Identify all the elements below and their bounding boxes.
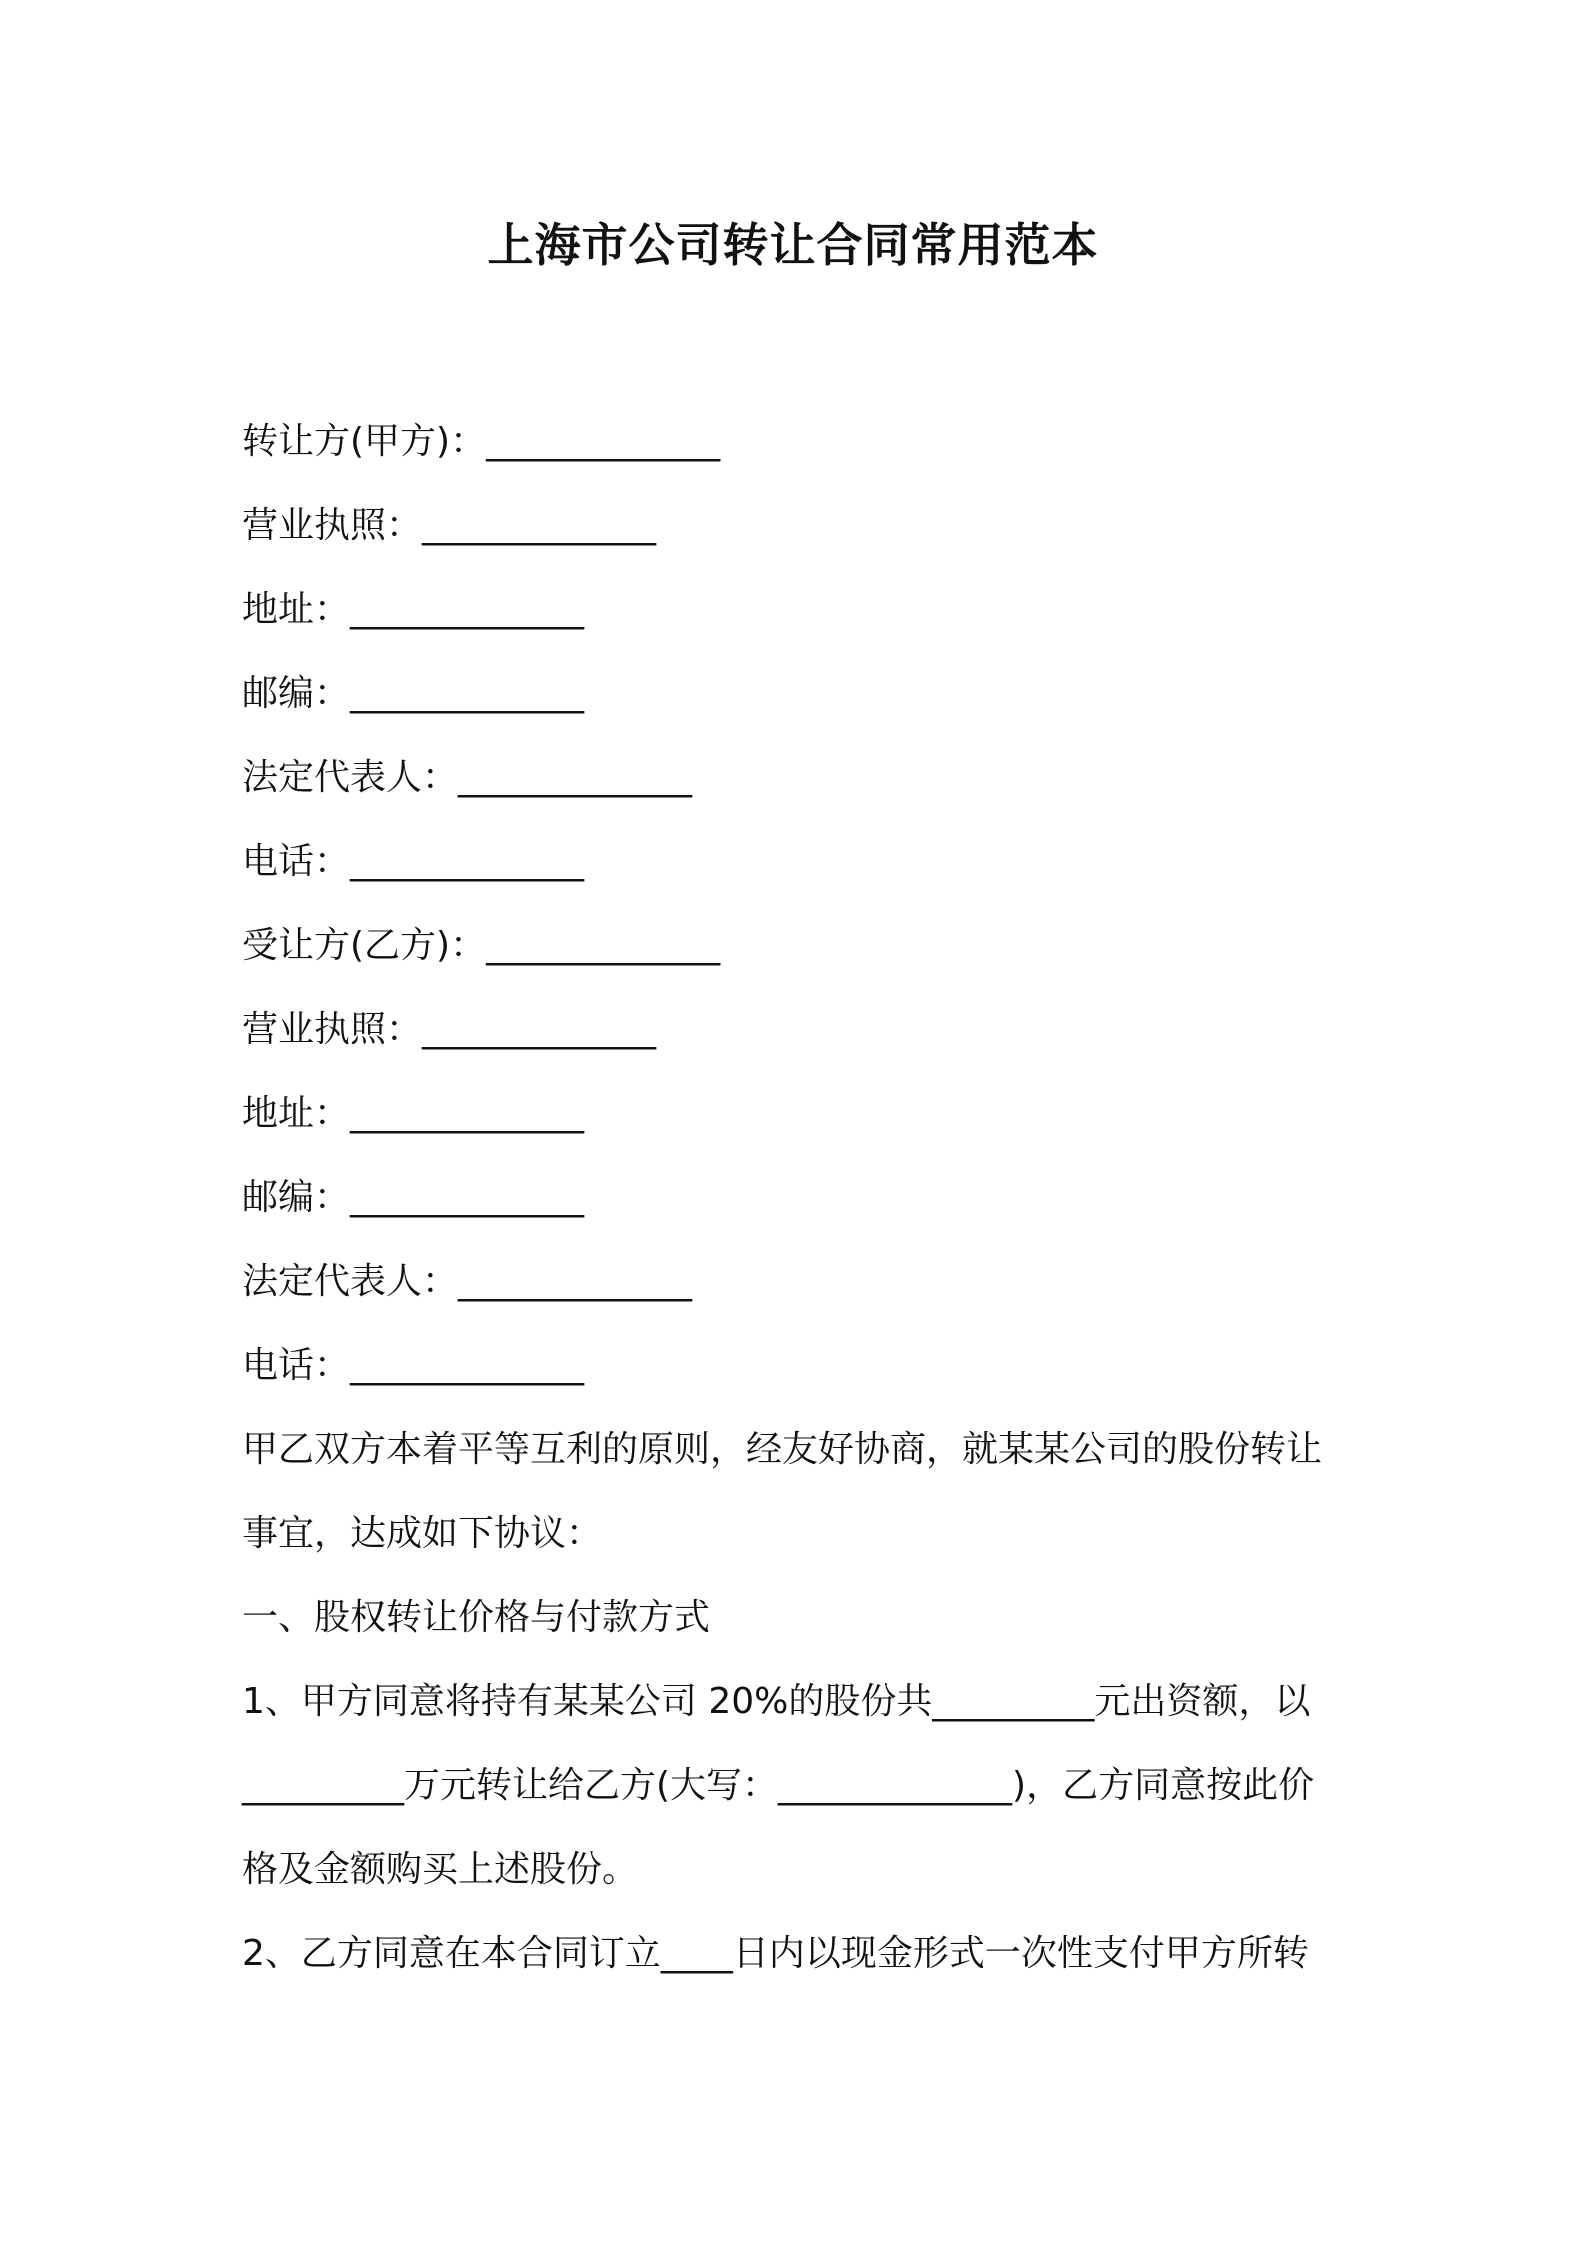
- clause-2-line-1: 2、乙方同意在本合同订立____日内以现金形式一次性支付甲方所转: [242, 1933, 1309, 1974]
- clause-1-line-1: 1、甲方同意将持有某某公司 20%的股份共_________元出资额，以: [242, 1681, 1311, 1722]
- transferor-line: 转让方(甲方)：_____________: [242, 421, 721, 462]
- transferee-line: 受让方(乙方)：_____________: [242, 925, 721, 966]
- transferor-license-line: 营业执照：_____________: [242, 505, 657, 546]
- transferor-postcode-line: 邮编：_____________: [242, 673, 585, 714]
- transferor-phone-line: 电话：_____________: [242, 841, 585, 882]
- transferee-postcode-line: 邮编：_____________: [242, 1177, 585, 1218]
- intro-line-1: 甲乙双方本着平等互利的原则，经友好协商，就某某公司的股份转让: [242, 1429, 1323, 1470]
- section-heading-1: 一、股权转让价格与付款方式: [242, 1597, 711, 1638]
- clause-1-line-3: 格及金额购买上述股份。: [242, 1849, 639, 1890]
- transferee-legal-rep-line: 法定代表人：_____________: [242, 1261, 693, 1302]
- transferor-legal-rep-line: 法定代表人：_____________: [242, 757, 693, 798]
- clause-1-line-2: _________万元转让给乙方(大写：_____________)，乙方同意按此价: [242, 1765, 1315, 1806]
- document-body: [242, 400, 1362, 1996]
- transferee-address-line: 地址：_____________: [242, 1093, 585, 1134]
- transferee-phone-line: 电话：_____________: [242, 1345, 585, 1386]
- document-title: 上海市公司转让合同常用范本: [487, 218, 1099, 272]
- transferee-license-line: 营业执照：_____________: [242, 1009, 657, 1050]
- transferor-address-line: 地址：_____________: [242, 589, 585, 630]
- intro-line-2: 事宜，达成如下协议：: [242, 1513, 603, 1554]
